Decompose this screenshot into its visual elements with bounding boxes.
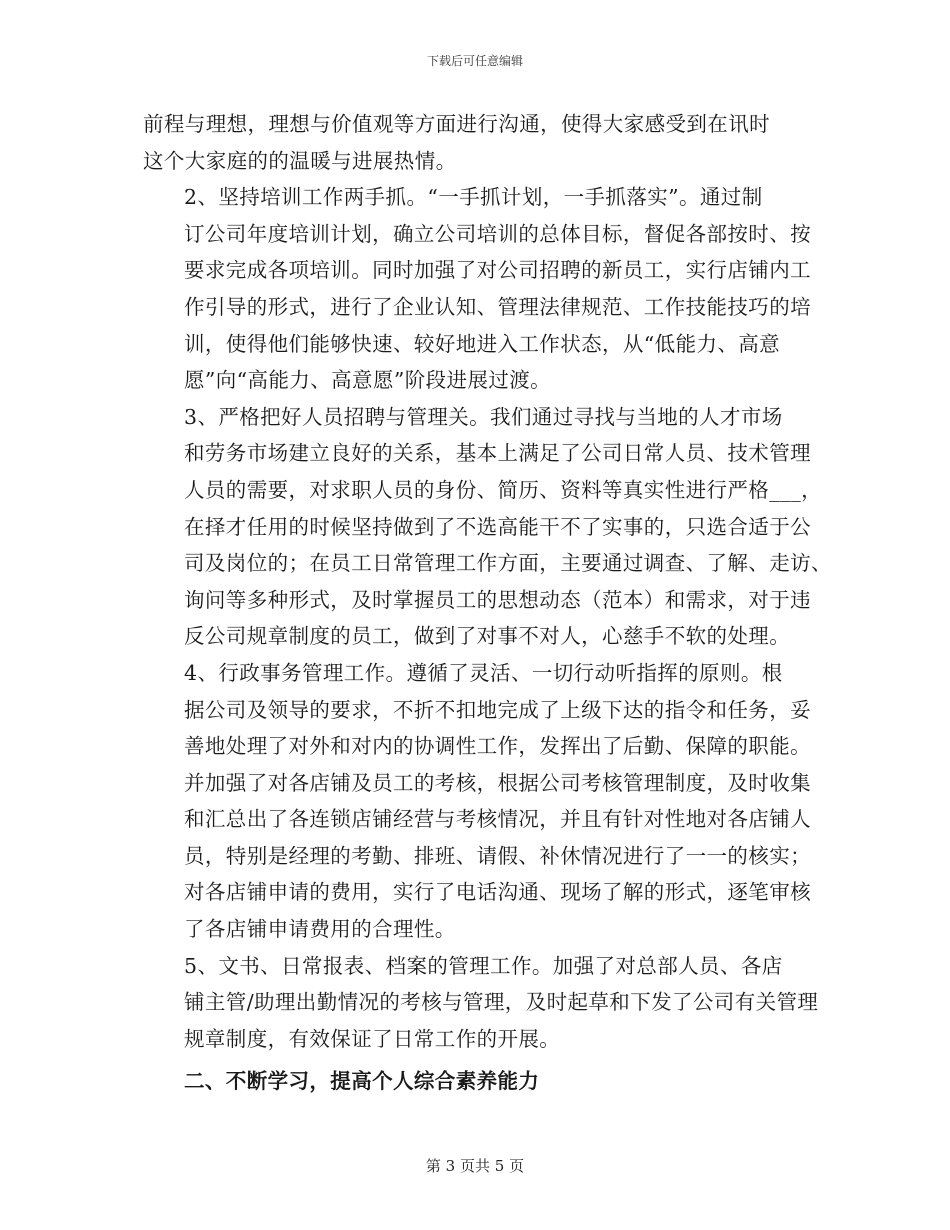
text-line: 规章制度，有效保证了日常工作的开展。: [184, 1026, 561, 1051]
text-line: 4、行政事务管理工作。遵循了灵活、一切行动听指挥的原则。根: [184, 660, 783, 685]
text-line: 作引导的形式，进行了企业认知、管理法律规范、工作技能技巧的培: [184, 294, 811, 319]
text-line: 对各店铺申请的费用，实行了电话沟通、现场了解的形式，逐笔审核: [184, 880, 811, 905]
text-line: 并加强了对各店铺及员工的考核，根据公司考核管理制度，及时收集: [184, 770, 811, 795]
text-line: 了各店铺申请费用的合理性。: [184, 917, 456, 942]
text-line: 询问等多种形式，及时掌握员工的思想动态（范本）和需求，对于违: [184, 587, 811, 612]
text-line: 员，特别是经理的考勤、排班、请假、补休情况进行了一一的核实；: [184, 843, 811, 868]
text-line: 3、严格把好人员招聘与管理关。我们通过寻找与当地的人才市场: [184, 404, 783, 429]
text-line: 愿”向“高能力、高意愿”阶段进展过渡。: [184, 368, 552, 393]
paragraph-1: [143, 106, 807, 179]
text-line: 人员的需要，对求职人员的身份、简历、资料等真实性进行严格___，: [184, 477, 823, 502]
text-line: 要求完成各项培训。同时加强了对公司招聘的新员工，实行店铺内工: [184, 258, 811, 283]
paragraph-3: [143, 399, 832, 655]
page-header: 下载后可任意编辑: [426, 54, 523, 68]
text-line: 2、坚持培训工作两手抓。“一手抓计划，一手抓落实”。通过制: [184, 185, 763, 210]
text-line: 5、文书、日常报表、档案的管理工作。加强了对总部人员、各店: [184, 953, 783, 978]
paragraph-5: [143, 948, 819, 1058]
section-heading: 二、不断学习，提高个人综合素养能力: [184, 1069, 540, 1094]
text-line: 这个大家庭的的温暖与进展热情。: [143, 148, 457, 173]
paragraph-2: [143, 179, 811, 399]
text-line: 训，使得他们能够快速、较好地进入工作状态，从“低能力、高意: [184, 331, 781, 356]
text-line: 据公司及领导的要求，不折不扣地完成了上级下达的指令和任务，妥: [184, 697, 811, 722]
text-line: 司及岗位的；在员工日常管理工作方面，主要通过调查、了解、走访、: [184, 551, 832, 576]
page-footer: 第 3 页共 5 页: [425, 1157, 525, 1175]
text-line: 和汇总出了各连锁店铺经营与考核情况，并且有针对性地对各店铺人: [184, 807, 811, 832]
text-line: 和劳务市场建立良好的关系，基本上满足了公司日常人员、技术管理: [184, 441, 811, 466]
text-line: 善地处理了对外和对内的协调性工作，发挥出了后勤、保障的职能。: [184, 734, 811, 759]
text-line: 前程与理想，理想与价值观等方面进行沟通，使得大家感受到在讯时: [143, 112, 770, 136]
paragraph-4: [143, 655, 811, 948]
text-line: 订公司年度培训计划，确立公司培训的总体目标，督促各部按时、按: [184, 221, 811, 246]
document-body: [143, 106, 832, 1100]
text-line: 在择才任用的时候坚持做到了不选高能干不了实事的，只选合适于公: [184, 514, 811, 539]
text-line: 铺主管/助理出勤情况的考核与管理，及时起草和下发了公司有关管理: [184, 990, 819, 1015]
text-line: 反公司规章制度的员工，做到了对事不对人，心慈手不软的处理。: [184, 624, 791, 649]
